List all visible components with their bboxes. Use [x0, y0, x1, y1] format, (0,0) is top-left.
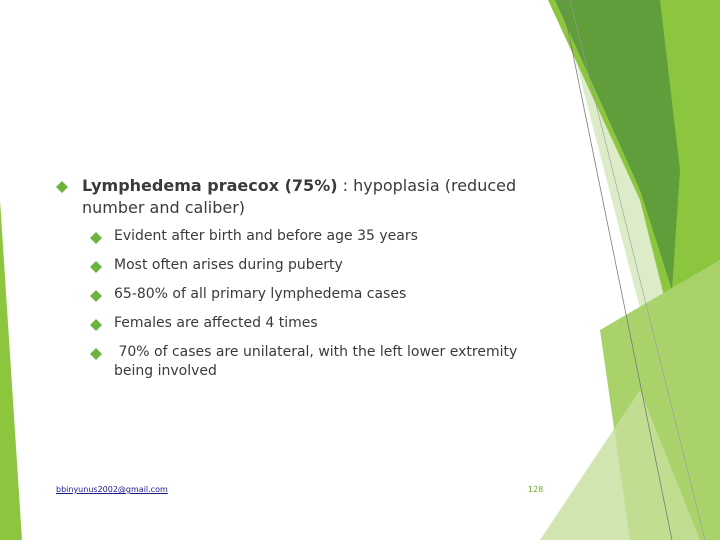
sub-bullet-text: 65-80% of all primary lymphedema cases [114, 286, 407, 302]
sub-bullet-text: Most often arises during puberty [114, 257, 343, 273]
main-bullet-bold: Lymphedema praecox (75%) [82, 176, 338, 195]
diamond-bullet-icon [90, 261, 102, 273]
diamond-bullet-icon [90, 290, 102, 302]
diamond-bullet-icon [56, 181, 68, 193]
left-green-triangle [0, 200, 22, 540]
main-bullet-text [82, 175, 522, 219]
page-number: 128 [528, 485, 544, 494]
diamond-bullet-icon [90, 319, 102, 331]
sub-bullet-text: 70% of cases are unilateral, with the left lower extremity being involved [114, 344, 522, 379]
diamond-bullet-icon [90, 232, 102, 244]
sub-bullet-text: Evident after birth and before age 35 years [114, 228, 418, 244]
footer-email-link[interactable]: bbinyunus2002@gmail.com [56, 485, 168, 494]
diamond-bullet-icon [90, 348, 102, 360]
main-bullet-rest: : hypoplasia (reduced number and caliber) [82, 176, 517, 217]
sub-bullet-text: Females are affected 4 times [114, 315, 318, 331]
